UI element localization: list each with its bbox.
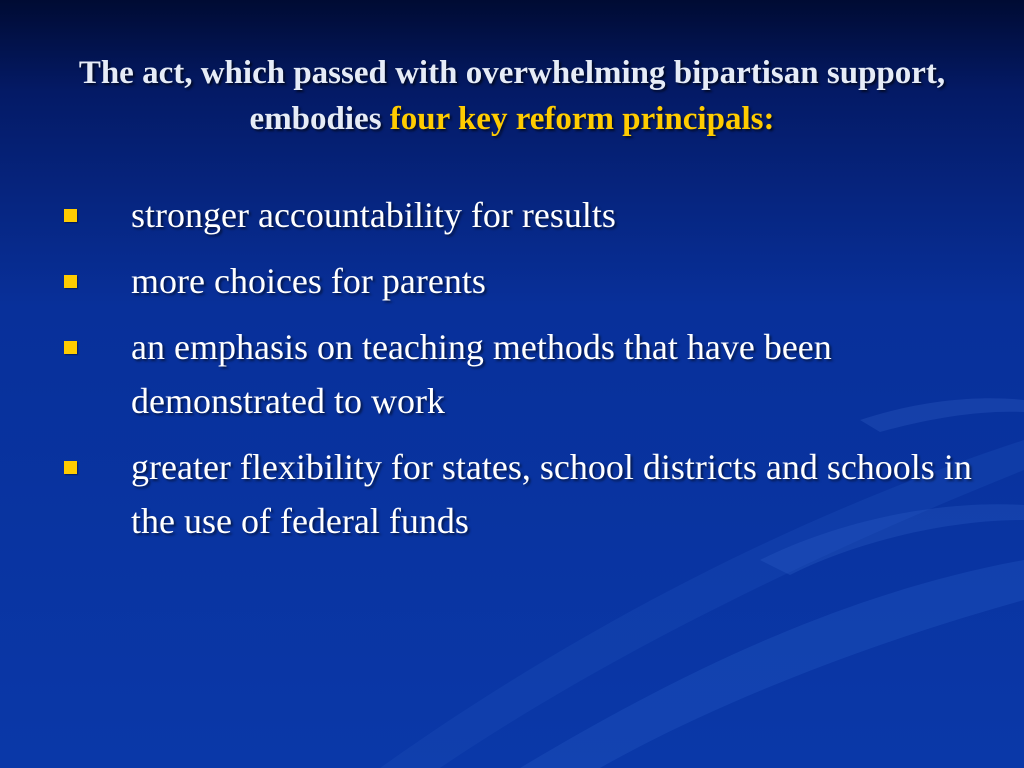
bullet-list — [64, 188, 984, 560]
bullet-item — [64, 440, 984, 548]
bullet-square-icon — [64, 341, 77, 354]
bullet-item — [64, 320, 984, 428]
bullet-text: an emphasis on teaching methods that have been demonstrated to work — [131, 327, 832, 421]
bullet-square-icon — [64, 461, 77, 474]
bullet-square-icon — [64, 275, 77, 288]
bullet-square-icon — [64, 209, 77, 222]
bullet-text: more choices for parents — [131, 261, 486, 301]
slide-title — [40, 50, 984, 142]
bullet-text: greater flexibility for states, school districts and schools in the use of federal funds — [131, 447, 972, 541]
slide-title-text: The act, which passed with overwhelming bipartisan support, embodies — [78, 55, 946, 137]
bullet-item — [64, 254, 984, 308]
slide-title-highlight: four key reform principals: — [389, 101, 775, 137]
bullet-text: stronger accountability for results — [131, 195, 616, 235]
bullet-item — [64, 188, 984, 242]
